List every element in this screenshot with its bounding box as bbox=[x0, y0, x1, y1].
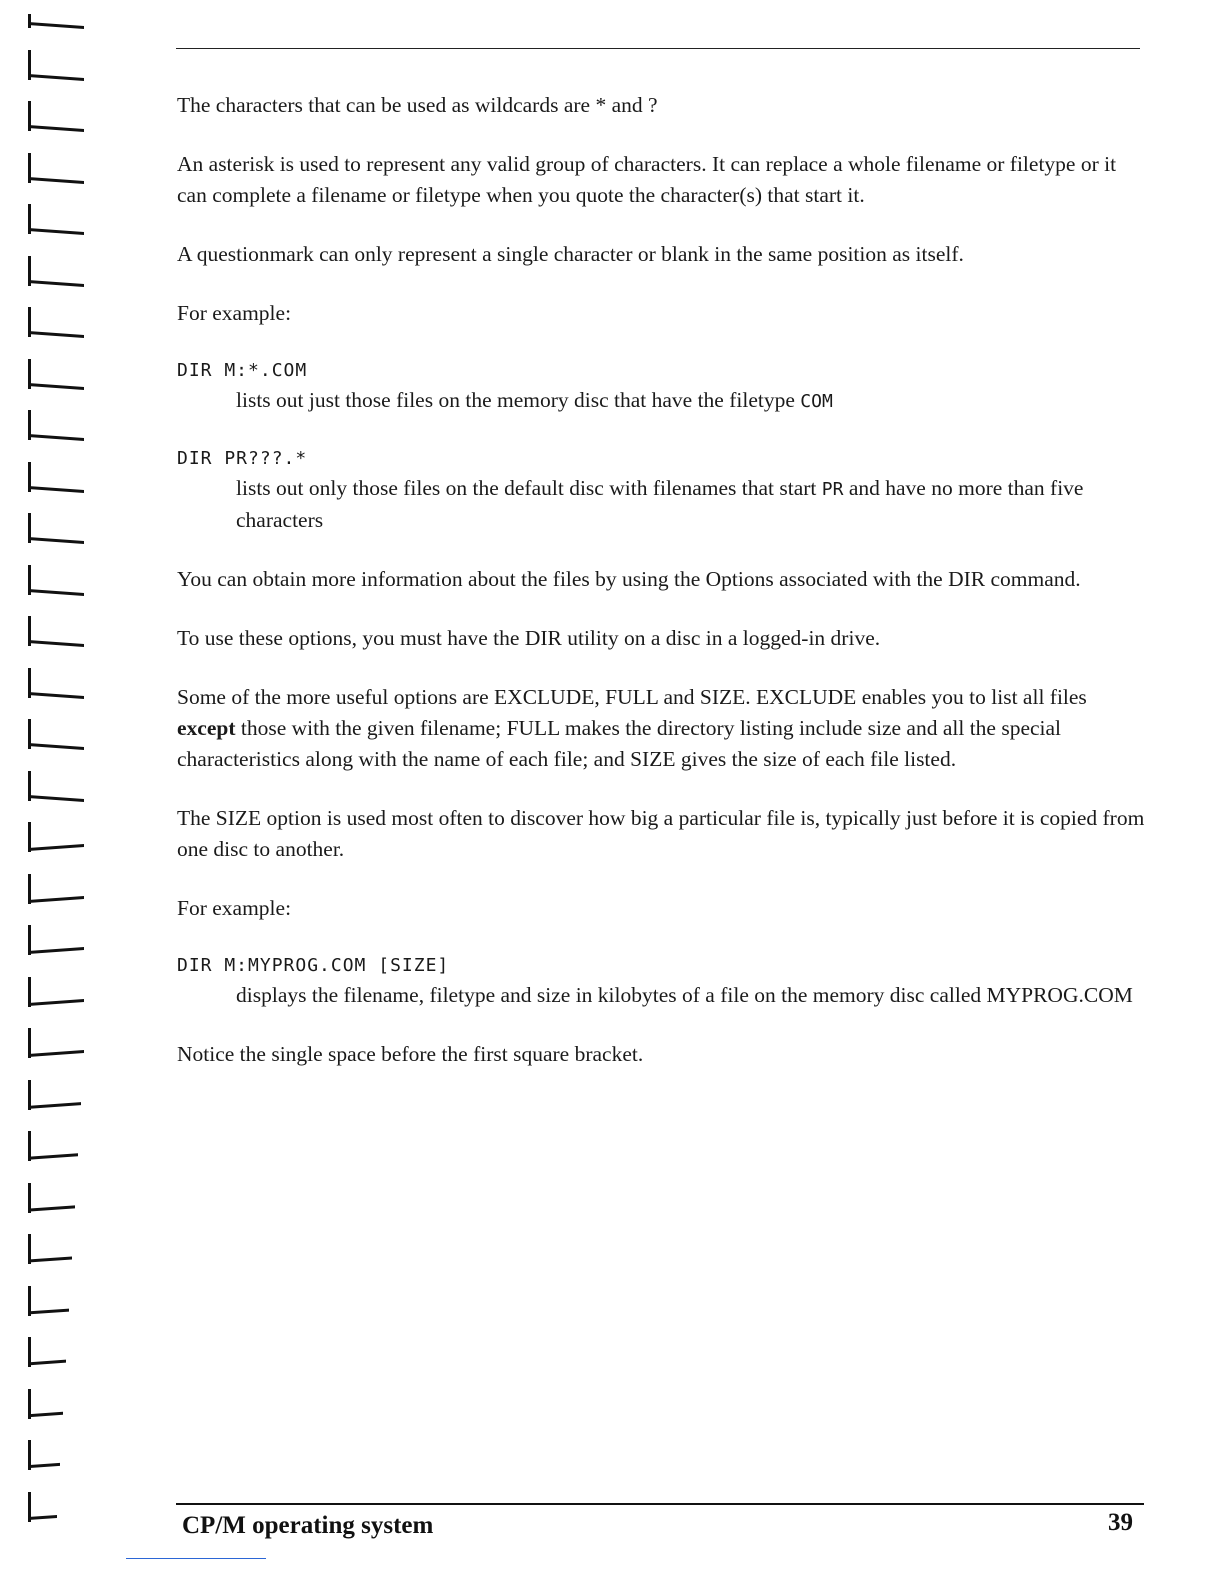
link-underline bbox=[126, 1558, 266, 1559]
paragraph-questionmark: A questionmark can only represent a single character or blank in the same position as itself. bbox=[177, 242, 964, 266]
binding-mark bbox=[28, 1102, 84, 1110]
binding-mark bbox=[28, 1153, 84, 1161]
binding-mark bbox=[28, 226, 84, 234]
binding-mark bbox=[28, 20, 84, 28]
footer-rule bbox=[176, 1503, 1144, 1505]
example-description-tail: and have no more than five characters bbox=[236, 476, 1084, 532]
binding-mark bbox=[28, 432, 84, 440]
binding-mark bbox=[28, 844, 84, 852]
paragraph-options-info: You can obtain more information about the files by using the Options associated with the DIR command. bbox=[177, 567, 1081, 591]
example-description-mono: COM bbox=[800, 391, 833, 412]
binding-mark bbox=[28, 381, 84, 389]
example-block bbox=[177, 952, 1145, 1011]
binding-mark bbox=[28, 1359, 84, 1367]
useful-options-text-end: those with the given filename; FULL makes the directory listing include size and all the special characteristics along with the name of each file; and SIZE gives the size of each file listed. bbox=[177, 716, 1062, 771]
example-description bbox=[177, 980, 1145, 1011]
example-command: DIR M:MYPROG.COM [SIZE] bbox=[177, 955, 450, 976]
binding-mark bbox=[28, 690, 84, 698]
example-description-text: lists out only those files on the default disc with filenames that start bbox=[236, 476, 822, 500]
binding-mark bbox=[28, 947, 84, 955]
binding-mark bbox=[28, 999, 84, 1007]
page-content bbox=[177, 90, 1145, 1098]
footer-title: CP/M operating system bbox=[182, 1512, 434, 1539]
binding-mark bbox=[28, 896, 84, 904]
paragraph-size-option: The SIZE option is used most often to discover how big a particular file is, typically just before it is copied from one disc to another. bbox=[177, 806, 1145, 861]
binding-mark bbox=[28, 1308, 84, 1316]
binding-mark bbox=[28, 741, 84, 749]
example-description bbox=[177, 385, 1145, 417]
example-command: DIR PR???.* bbox=[177, 448, 308, 469]
example-block bbox=[177, 445, 1145, 536]
binding-mark bbox=[28, 1411, 84, 1419]
example-block bbox=[177, 357, 1145, 417]
binding-mark bbox=[28, 329, 84, 337]
page-number: 39 bbox=[1108, 1509, 1133, 1536]
paragraph-wildcards-intro: The characters that can be used as wildcards are * and ? bbox=[177, 93, 658, 117]
binding-mark bbox=[28, 278, 84, 286]
paragraph-asterisk: An asterisk is used to represent any valid group of characters. It can replace a whole filename or filetype or it can complete a filename or filetype when you quote the character(s) that start it. bbox=[177, 152, 1117, 207]
paragraph-useful-options bbox=[177, 682, 1145, 775]
useful-options-bold: except bbox=[177, 716, 236, 740]
useful-options-text: Some of the more useful options are EXCLUDE, FULL and SIZE. EXCLUDE enables you to list all files bbox=[177, 685, 1087, 709]
binding-mark bbox=[28, 175, 84, 183]
binding-mark bbox=[28, 123, 84, 131]
binding-mark bbox=[28, 793, 84, 801]
spiral-binding bbox=[0, 0, 110, 1584]
binding-mark bbox=[28, 484, 84, 492]
paragraph-notice: Notice the single space before the first square bracket. bbox=[177, 1042, 644, 1066]
paragraph-for-example: For example: bbox=[177, 301, 292, 325]
example-command: DIR M:*.COM bbox=[177, 360, 308, 381]
binding-mark bbox=[28, 1256, 84, 1264]
paragraph-use-options: To use these options, you must have the DIR utility on a disc in a logged-in drive. bbox=[177, 626, 881, 650]
binding-mark bbox=[28, 72, 84, 80]
binding-mark bbox=[28, 1514, 84, 1522]
example-description-text: lists out just those files on the memory disc that have the filetype bbox=[236, 388, 801, 412]
example-description-text: displays the filename, filetype and size in kilobytes of a file on the memory disc called MYPROG.COM bbox=[236, 983, 1133, 1007]
example-description bbox=[177, 473, 1145, 536]
example-description-mono: PR bbox=[821, 479, 844, 500]
binding-mark bbox=[28, 587, 84, 595]
binding-mark bbox=[28, 1462, 84, 1470]
binding-mark bbox=[28, 1205, 84, 1213]
binding-mark bbox=[28, 638, 84, 646]
header-rule bbox=[176, 48, 1140, 49]
paragraph-for-example-2: For example: bbox=[177, 896, 292, 920]
binding-mark bbox=[28, 1050, 84, 1058]
binding-mark bbox=[28, 535, 84, 543]
